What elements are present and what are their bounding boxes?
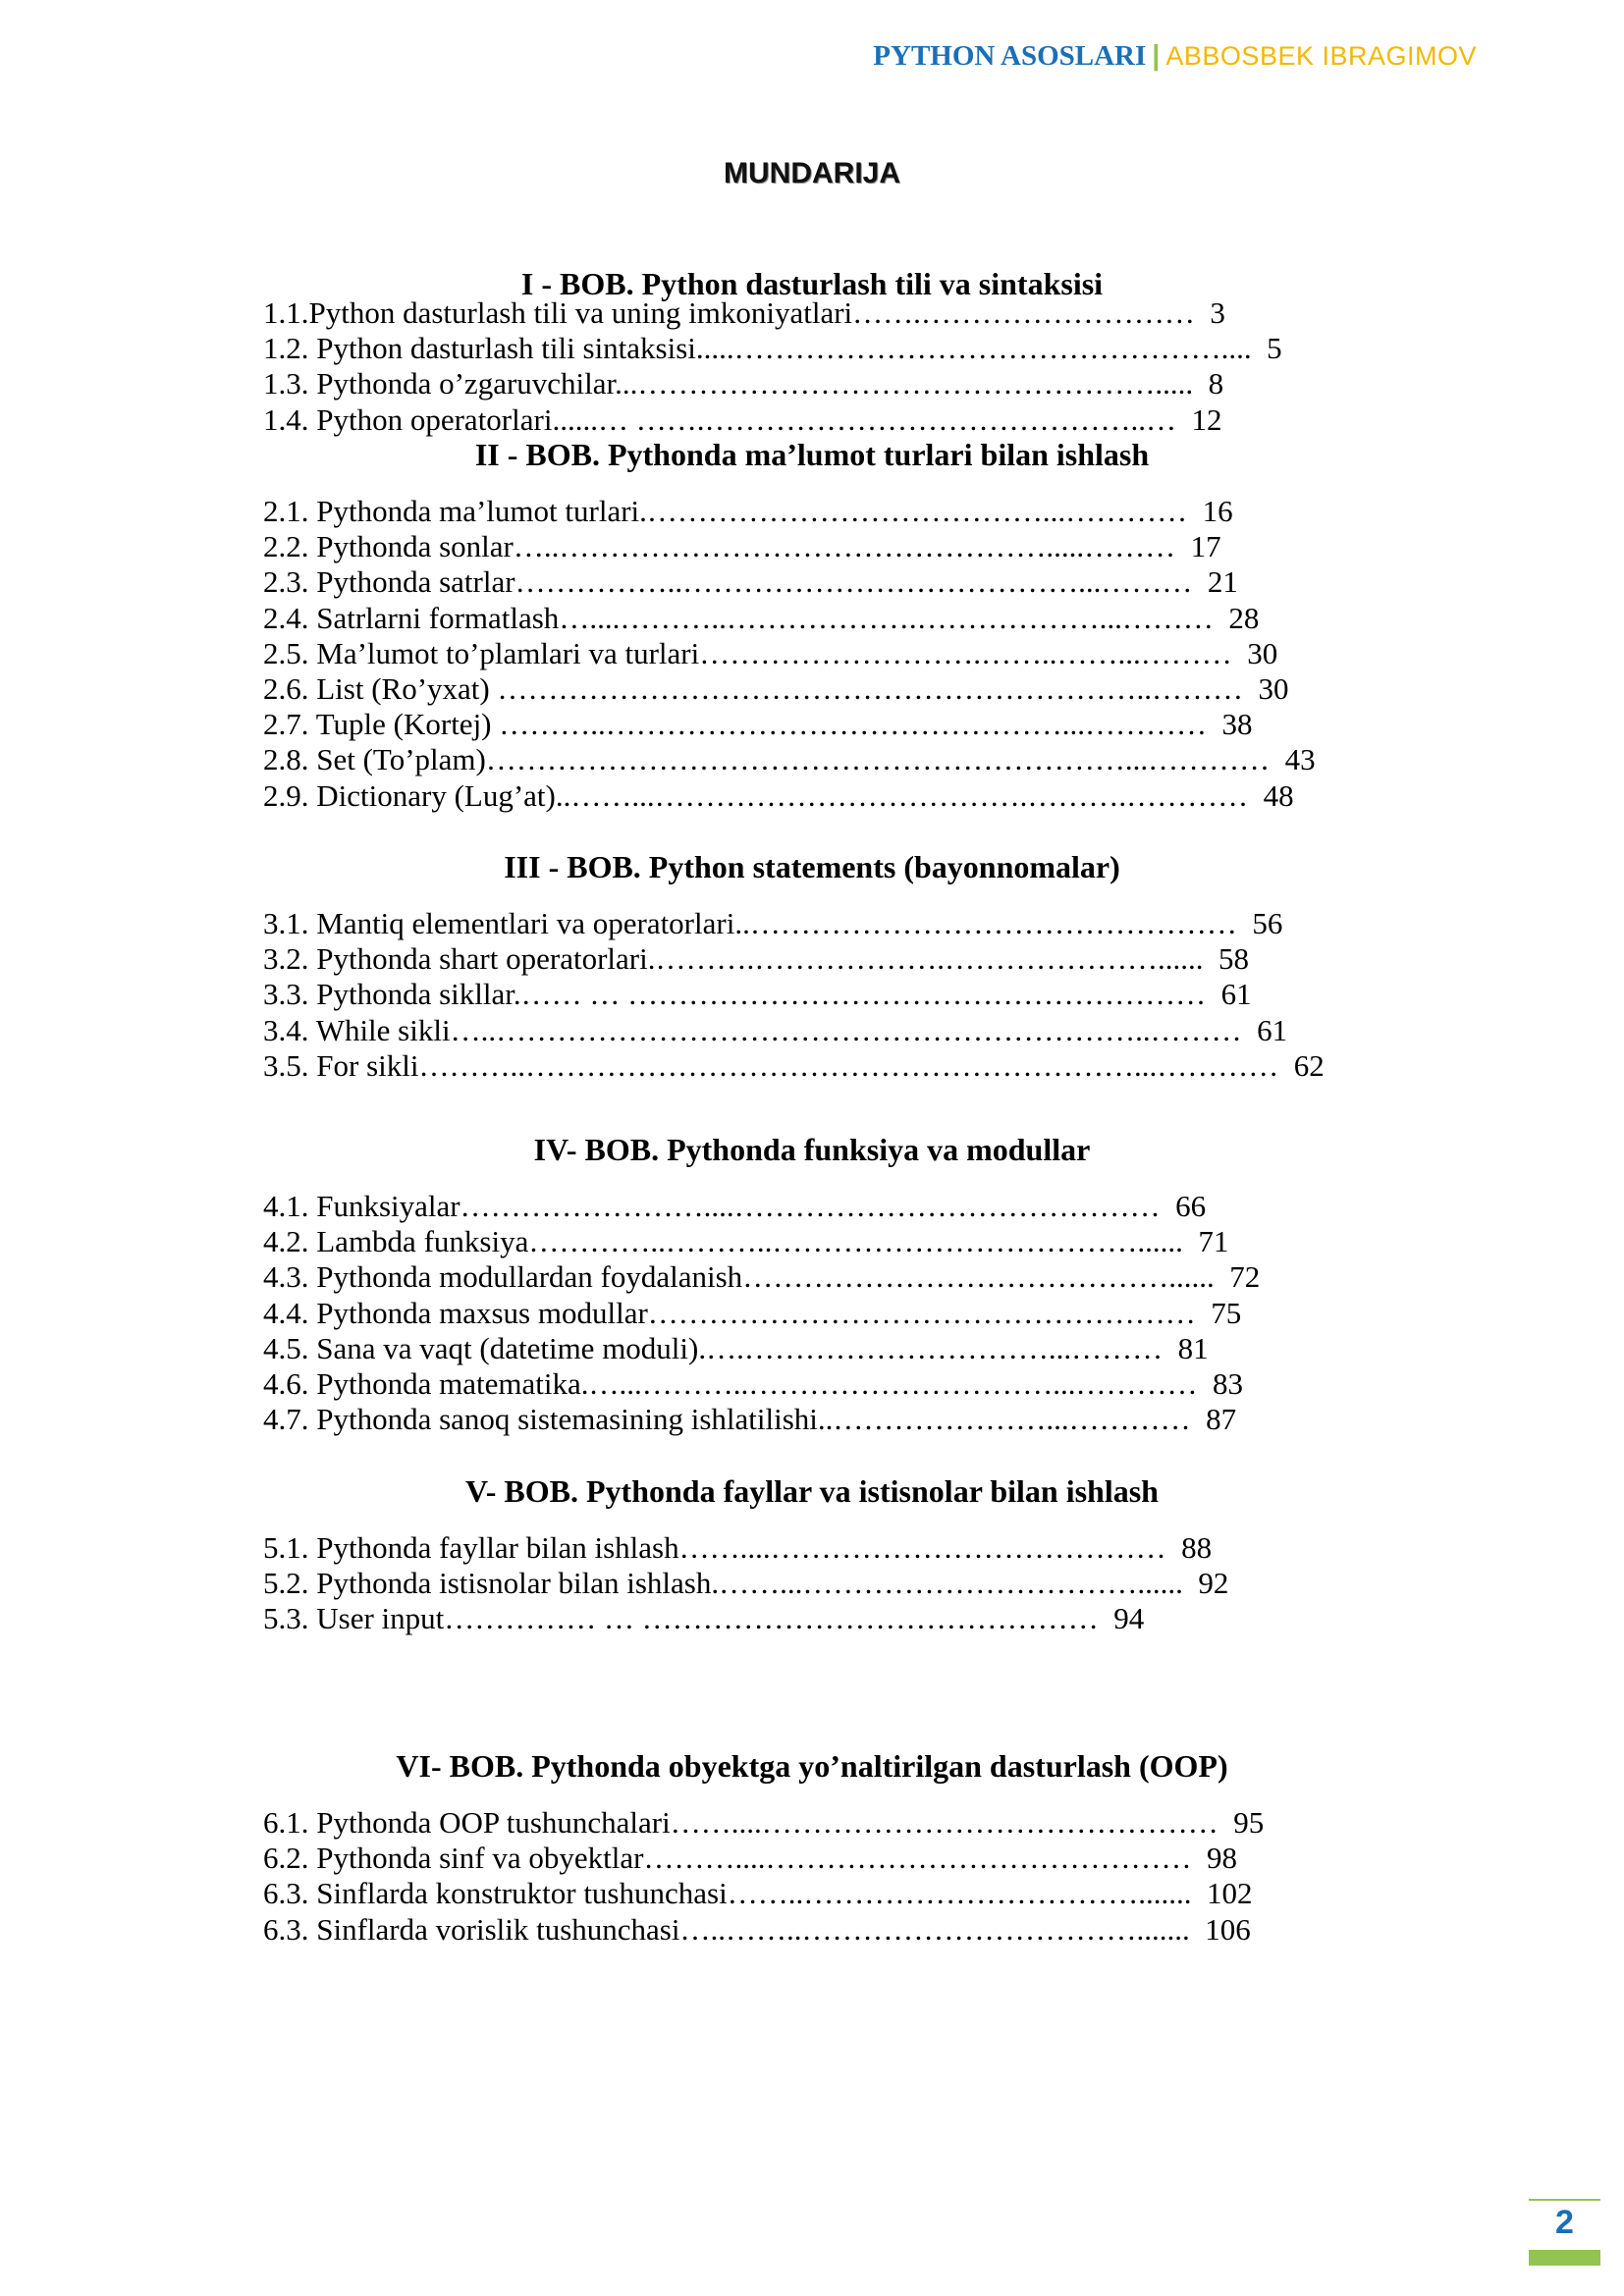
toc-entry-page: 21 — [1207, 564, 1238, 600]
toc-entry — [263, 1840, 1237, 1877]
toc-entry-page: 43 — [1284, 742, 1316, 777]
toc-entry-leader: …....………..……………….………………...……… — [559, 600, 1214, 635]
toc-entry-title: 5.2. Pythonda istisnolar bilan ishlash — [263, 1566, 712, 1601]
toc-entry-title: 4.6. Pythonda matematika — [263, 1366, 581, 1401]
toc-entry-leader: ……………………………………………… — [647, 1295, 1196, 1330]
toc-entry-page: 87 — [1206, 1402, 1237, 1437]
toc-entry-leader: …..………………………………………….....……… — [513, 529, 1176, 564]
toc-entry — [263, 330, 1282, 367]
toc-entry-title: 2.4. Satrlarni formatlash — [263, 600, 560, 635]
toc-entry — [263, 1330, 1209, 1367]
toc-entry — [263, 1223, 1228, 1260]
toc-entry — [263, 777, 1294, 815]
toc-entry-title: 1.3. Pythonda o’zgaruvchilar — [263, 366, 616, 401]
toc-entry — [263, 1047, 1325, 1085]
toc-entry-page: 61 — [1257, 1012, 1288, 1047]
toc-entry-leader: ……....………………………………… — [678, 1530, 1166, 1565]
toc-entry — [263, 1600, 1144, 1637]
page-number: 2 — [1555, 2204, 1574, 2241]
toc-entry — [263, 493, 1233, 530]
toc-entry-leader: ......… …….……………………………………..… — [552, 401, 1176, 437]
toc-entry-page: 66 — [1175, 1189, 1207, 1223]
toc-entry — [263, 1012, 1287, 1049]
toc-entry-title: 4.4. Pythonda maxsus modullar — [263, 1295, 648, 1330]
toc-entry-leader: ..…………………...………… — [817, 1402, 1191, 1437]
toc-entry-title: 2.1. Pythonda ma’lumot turlari — [263, 494, 640, 528]
toc-entry — [263, 1295, 1241, 1332]
toc-entry — [263, 1804, 1264, 1842]
toc-entry-leader: ………………………………………………………...………… — [485, 742, 1271, 777]
toc-entry-title: 4.5. Sana va vaqt (datetime moduli) — [263, 1330, 699, 1365]
toc-entry-title: 3.1. Mantiq elementlari va operatorlari — [263, 906, 735, 940]
toc-entry-leader: ………..………………………………………...………… — [491, 707, 1207, 742]
chapter-heading: IV- BOB. Pythonda funksiya va modullar — [533, 1132, 1091, 1167]
toc-entry-leader: .…...………..…………………………...………… — [580, 1366, 1198, 1401]
toc-entry-title: 4.2. Lambda funksiya — [263, 1224, 529, 1259]
toc-entry — [263, 670, 1289, 708]
toc-entry-leader: .……...……………………………...... — [711, 1566, 1183, 1601]
toc-entry-title: 6.1. Pythonda OOP tushunchalari — [263, 1805, 671, 1840]
toc-entry-page: 58 — [1218, 941, 1249, 977]
toc-entry — [263, 1529, 1212, 1567]
toc-entry — [263, 563, 1238, 601]
toc-entry-leader: ………………………………………………………..……… — [489, 671, 1243, 706]
toc-entry-leader: ……………..…………………………………...……… — [514, 564, 1193, 600]
toc-entry — [263, 905, 1282, 942]
toc-entry-title: 1.1.Python dasturlash tili va uning imkoniyatlari — [263, 295, 853, 330]
chapter-heading: I - BOB. Python dasturlash tili va sintaksisi — [520, 266, 1104, 301]
toc-entry-page: 56 — [1252, 906, 1283, 940]
toc-entry-title: 2.8. Set (To’plam) — [263, 742, 486, 777]
toc-entry-page: 71 — [1198, 1224, 1229, 1259]
chapter-heading: II - BOB. Pythonda ma’lumot turlari bilan ishlash — [474, 437, 1150, 472]
toc-entry-title: 5.1. Pythonda fayllar bilan ishlash — [263, 1530, 679, 1565]
toc-entry-page: 88 — [1181, 1530, 1213, 1565]
toc-entry-title: 4.3. Pythonda modullardan foydalanish — [263, 1259, 743, 1295]
toc-entry-leader: ……………………………………...... — [742, 1259, 1215, 1295]
page-number-rule — [1529, 2199, 1600, 2201]
toc-entry-title: 6.3. Sinflarda konstruktor tushunchasi — [263, 1876, 728, 1911]
chapter-heading: V- BOB. Pythonda fayllar va istisnolar bilan ishlash — [465, 1473, 1159, 1509]
toc-entry-title: 3.4. While sikli — [263, 1012, 451, 1047]
toc-entry-leader: …….……………………… — [852, 295, 1195, 330]
toc-entry-leader: .……….……………….…………………...... — [647, 941, 1204, 977]
toc-entry-page: 94 — [1113, 1601, 1145, 1636]
toc-entry-page: 92 — [1198, 1566, 1229, 1601]
toc-entry-title: 2.3. Pythonda satrlar — [263, 564, 515, 600]
toc-entry-page: 48 — [1263, 777, 1294, 813]
toc-entry-page: 61 — [1220, 977, 1252, 1012]
toc-entry — [263, 1258, 1260, 1296]
toc-entry-leader: ..……...……………………………….……….………… — [555, 777, 1249, 813]
toc-entry-leader: …………… … ……………………………………… — [444, 1601, 1099, 1636]
toc-entry-title: 2.9. Dictionary (Lug’at) — [263, 777, 556, 813]
toc-entry-leader: ...……………………………………………..... — [615, 366, 1194, 401]
toc-entry-title: 2.5. Ma’lumot to’plamlari va turlari — [263, 635, 700, 670]
toc-entry-title: 2.6. List (Ro’yxat) — [263, 671, 490, 706]
toc-entry-page: 8 — [1208, 366, 1224, 401]
toc-entry — [263, 1401, 1236, 1438]
toc-entry — [263, 294, 1225, 332]
toc-entry-leader: …………..………..………………………………...... — [528, 1224, 1183, 1259]
toc-entry — [263, 706, 1253, 743]
toc-entry-title: 6.3. Sinflarda vorislik tushunchasi — [263, 1911, 680, 1947]
header-author: ABBOSBEK IBRAGIMOV — [1165, 41, 1477, 71]
toc-entry-leader: .…………………………………...………… — [639, 494, 1188, 528]
header-title: PYTHON ASOSLARI — [873, 40, 1147, 72]
toc-entry-leader: ………....…………………………………… — [643, 1841, 1192, 1876]
toc-entry-title: 1.2. Python dasturlash tili sintaksisi — [263, 331, 696, 366]
toc-entry-title: 6.2. Pythonda sinf va obyektlar — [263, 1841, 644, 1876]
toc-entry-title: 1.4. Python operatorlari — [263, 401, 553, 437]
toc-entry-page: 12 — [1191, 401, 1222, 437]
toc-entry-leader: .…… … ………………………………………………… — [513, 977, 1207, 1012]
toc-entry — [263, 365, 1223, 402]
toc-entry-page: 38 — [1221, 707, 1253, 742]
toc-entry-page: 95 — [1233, 1805, 1265, 1840]
toc-entry-page: 72 — [1229, 1259, 1261, 1295]
toc-entry — [263, 635, 1277, 672]
toc-entry-page: 81 — [1177, 1330, 1209, 1365]
toc-entry — [263, 1565, 1228, 1602]
page-number-bar — [1529, 2250, 1600, 2266]
toc-entry-title: 4.1. Funksiyalar — [263, 1189, 460, 1223]
toc-entry-leader: ..………………………………………… — [734, 906, 1237, 940]
toc-entry-page: 30 — [1258, 671, 1289, 706]
toc-entry-leader: ……..……………………………....... — [727, 1876, 1192, 1911]
toc-entry-page: 5 — [1267, 331, 1282, 366]
toc-entry-page: 75 — [1211, 1295, 1242, 1330]
toc-entry — [263, 528, 1221, 565]
chapter-heading: III - BOB. Python statements (bayonnomalar) — [504, 849, 1120, 884]
toc-entry-leader: …..……..……………………………....... — [679, 1911, 1190, 1947]
toc-entry-leader: …..………………………………………………………..……… — [450, 1012, 1242, 1047]
toc-entry — [263, 600, 1259, 637]
toc-entry-title: 2.2. Pythonda sonlar — [263, 529, 514, 564]
toc-entry-page: 106 — [1205, 1911, 1251, 1947]
toc-entry-page: 98 — [1206, 1841, 1237, 1876]
toc-entry-title: 4.7. Pythonda sanoq sistemasining ishlatilishi — [263, 1402, 818, 1437]
toc-entry-title: 3.5. For sikli — [263, 1047, 419, 1083]
toc-entry-title: 3.2. Pythonda shart operatorlari — [263, 941, 648, 977]
toc-entry-page: 83 — [1212, 1366, 1243, 1401]
toc-entry-leader: .….…………………………...……… — [698, 1330, 1164, 1365]
document-title: MUNDARIJA — [724, 157, 900, 189]
toc-entry — [263, 741, 1316, 778]
toc-entry-title: 5.3. User input — [263, 1601, 445, 1636]
toc-entry — [263, 1911, 1251, 1949]
page-header — [873, 39, 1477, 73]
toc-entry — [263, 401, 1221, 439]
toc-entry-title: 2.7. Tuple (Kortej) — [263, 707, 492, 742]
chapter-heading: VI- BOB. Pythonda obyektga yo’naltirilgan dasturlash (OOP) — [396, 1748, 1228, 1784]
toc-entry-leader: ……………………....…………………………………… — [460, 1189, 1161, 1223]
toc-entry-leader: ……………………….……..……...……… — [699, 635, 1232, 670]
toc-entry — [263, 1188, 1206, 1225]
toc-entry-page: 16 — [1202, 494, 1233, 528]
toc-entry-title: 3.3. Pythonda sikllar — [263, 977, 514, 1012]
toc-entry — [263, 1875, 1252, 1912]
toc-entry-leader: .....………………………………………….... — [695, 331, 1252, 366]
toc-entry-leader: ………..……………………………………………………...………… — [418, 1047, 1279, 1083]
toc-entry — [263, 1365, 1243, 1403]
toc-entry — [263, 976, 1252, 1013]
toc-entry — [263, 940, 1249, 978]
toc-entry-page: 28 — [1228, 600, 1260, 635]
toc-entry-page: 3 — [1210, 295, 1225, 330]
header-separator: | — [1152, 40, 1161, 72]
toc-entry-page: 17 — [1190, 529, 1221, 564]
toc-entry-leader: ……....……………………………………… — [670, 1805, 1218, 1840]
toc-entry-page: 102 — [1206, 1876, 1253, 1911]
toc-entry-page: 30 — [1247, 635, 1278, 670]
toc-entry-page: 62 — [1293, 1047, 1325, 1083]
